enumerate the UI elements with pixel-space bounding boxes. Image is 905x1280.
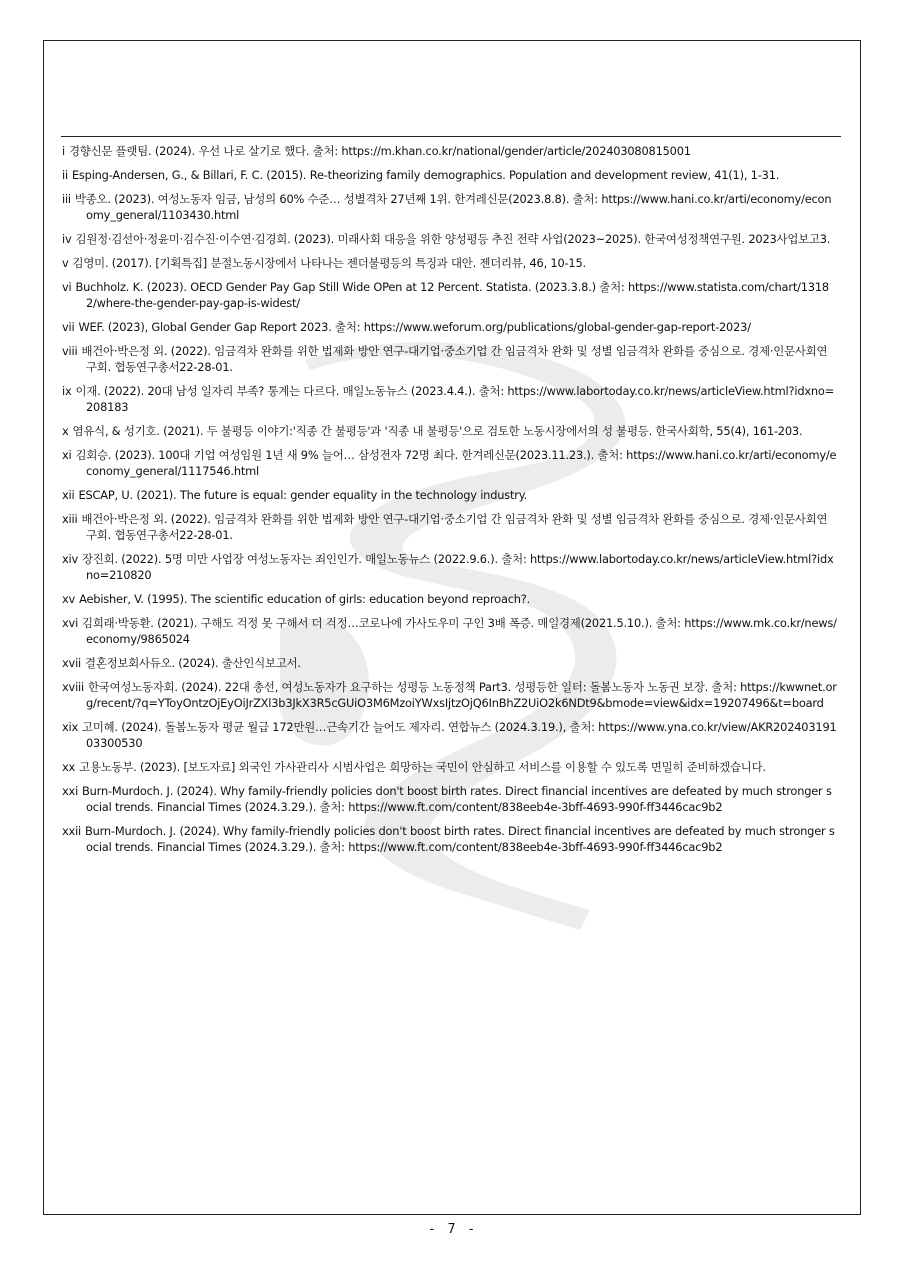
footnote-marker: xvi <box>62 616 79 630</box>
footnote-marker: viii <box>62 344 78 358</box>
footnote-item <box>62 231 838 247</box>
footnote-marker: xix <box>62 720 79 734</box>
footnote-item <box>62 383 838 415</box>
footnote-item <box>62 255 838 271</box>
footnote-text: 고미혜. (2024). 돌봄노동자 평균 월급 172만원…근속기간 늘어도 제자리. 연합뉴스 (2024.3.19.), 출처: https://www.yna.co.kr/view/AKR20240319103300530 <box>82 720 837 750</box>
footnote-text: WEF. (2023), Global Gender Gap Report 2023. 출처: https://www.weforum.org/publications/global-gender-gap-report-2023/ <box>78 320 751 334</box>
footnote-text: 장진희. (2022). 5명 미만 사업장 여성노동자는 죄인인가. 매일노동뉴스 (2022.9.6.). 출처: https://www.labortoday.co.kr/news/articleView.html?idxno=210820 <box>82 552 834 582</box>
footnote-marker: iii <box>62 192 71 206</box>
footnote-text: 김회승. (2023). 100대 기업 여성임원 1년 새 9% 늘어… 삼성전자 72명 최다. 한겨레신문(2023.11.23.). 출처: https://www.hani.co.kr/arti/economy/economy_general/1117546.html <box>75 448 837 478</box>
footnote-text: ESCAP, U. (2021). The future is equal: gender equality in the technology industry. <box>78 488 528 502</box>
footnote-marker: xv <box>62 592 76 606</box>
footnote-divider <box>61 136 841 137</box>
footnote-item <box>62 423 838 439</box>
footnote-item <box>62 191 838 223</box>
footnote-marker: v <box>62 256 69 270</box>
footnote-marker: vi <box>62 280 72 294</box>
footnote-marker: xi <box>62 448 72 462</box>
footnote-marker: xvii <box>62 656 82 670</box>
footnote-marker: i <box>62 144 65 158</box>
footnote-item <box>62 551 838 583</box>
footnote-text: Burn-Murdoch. J. (2024). Why family-friendly policies don't boost birth rates. Direct financial incentives are defeated by much stronger social trends. Financial Times (2024.3.29.). 출처: https://www.ft.com/content/838eeb4e-3bff-4693-990f-ff3446cac9b2 <box>82 784 832 814</box>
footnote-list <box>62 143 838 863</box>
footnote-item <box>62 447 838 479</box>
footnote-marker: xiv <box>62 552 79 566</box>
footnote-marker: x <box>62 424 69 438</box>
footnote-text: 박종오. (2023). 여성노동자 임금, 남성의 60% 수준… 성별격차 27년째 1위. 한겨레신문(2023.8.8). 출처: https://www.hani.co.kr/arti/economy/economy_general/1103430.html <box>74 192 832 222</box>
footnote-text: Aebisher, V. (1995). The scientific education of girls: education beyond reproach?. <box>79 592 531 606</box>
footnote-item <box>62 679 838 711</box>
footnote-item <box>62 343 838 375</box>
footnote-marker: ix <box>62 384 72 398</box>
footnote-marker: xii <box>62 488 75 502</box>
footnote-text: 김원정·김선아·정윤미·김수진·이수연·김경희. (2023). 미래사회 대응을 위한 양성평등 추진 전략 사업(2023~2025). 한국여성정책연구원. 2023사업보고3. <box>75 232 831 246</box>
footnote-item <box>62 655 838 671</box>
footnote-item <box>62 783 838 815</box>
footnote-text: 배건아·박은정 외. (2022). 임금격차 완화를 위한 법제화 방안 연구-대기업·중소기업 간 임금격차 완화 및 성별 임금격차 완화를 중심으로. 경제·인문사회연구회. 협동연구총서22-28-01. <box>81 344 828 374</box>
footnote-item <box>62 759 838 775</box>
footnote-text: 한국여성노동자회. (2024). 22대 총선, 여성노동자가 요구하는 성평등 노동정책 Part3. 성평등한 일터: 돌봄노동자 노동권 보장. 출처: https://kwwnet.org/recent/?q=YToyOntzOjEyOiJrZXl3b3JkX3R5cGUiO3M6MzoiYWxsIjtzOjQ6InBhZ2UiO2k6NDt9&bmode=view&idx=19207496&t=board <box>86 680 837 710</box>
footnote-marker: xxii <box>62 824 82 838</box>
footnote-text: 고용노동부. (2023). [보도자료] 외국인 가사관리사 시범사업은 희망하는 국민이 안심하고 서비스를 이용할 수 있도록 면밀히 준비하겠습니다. <box>79 760 766 774</box>
footnote-text: 김영미. (2017). [기획특집] 분절노동시장에서 나타나는 젠더불평등의 특징과 대안. 젠더리뷰, 46, 10-15. <box>72 256 586 270</box>
page-number: - 7 - <box>427 1222 478 1237</box>
footnote-marker: ii <box>62 168 68 182</box>
footnote-item <box>62 511 838 543</box>
footnote-text: 김희래·박동환. (2021). 구해도 걱정 못 구해서 더 걱정…코로나에 가사도우미 구인 3배 폭증. 매일경제(2021.5.10.). 출처: https://www.mk.co.kr/news/economy/9865024 <box>82 616 837 646</box>
footnote-item <box>62 487 838 503</box>
footnote-text: 결혼정보회사듀오. (2024). 출산인식보고서. <box>85 656 301 670</box>
footnote-marker: iv <box>62 232 72 246</box>
footnote-marker: vii <box>62 320 75 334</box>
footnote-marker: xx <box>62 760 76 774</box>
footnote-item <box>62 143 838 159</box>
footnote-marker: xiii <box>62 512 78 526</box>
footnote-item <box>62 167 838 183</box>
footnote-text: 이재. (2022). 20대 남성 일자리 부족? 통계는 다르다. 매일노동뉴스 (2023.4.4.). 출처: https://www.labortoday.co.kr/news/articleView.html?idxno=208183 <box>75 384 835 414</box>
footnote-text: Burn-Murdoch. J. (2024). Why family-friendly policies don't boost birth rates. Direct financial incentives are defeated by much stronger social trends. Financial Times (2024.3.29.). 출처: https://www.ft.com/content/838eeb4e-3bff-4693-990f-ff3446cac9b2 <box>85 824 835 854</box>
footnote-item <box>62 279 838 311</box>
footnote-text: Buchholz. K. (2023). OECD Gender Pay Gap Still Wide OPen at 12 Percent. Statista. (2023.3.8.) 출처: https://www.statista.com/chart/13182/where-the-gender-pay-gap-is-widest/ <box>75 280 829 310</box>
footnote-item <box>62 319 838 335</box>
footnote-item <box>62 823 838 855</box>
footnote-item <box>62 591 838 607</box>
footnote-text: Esping-Andersen, G., & Billari, F. C. (2015). Re-theorizing family demographics. Population and development review, 41(1), 1-31. <box>71 168 780 182</box>
footnote-item <box>62 719 838 751</box>
footnote-marker: xviii <box>62 680 84 694</box>
footnote-text: 경향신문 플랫팀. (2024). 우선 나로 살기로 했다. 출처: https://m.khan.co.kr/national/gender/article/202403080815001 <box>68 144 691 158</box>
footnote-text: 배건아·박은정 외. (2022). 임금격차 완화를 위한 법제화 방안 연구-대기업·중소기업 간 임금격차 완화 및 성별 임금격차 완화를 중심으로. 경제·인문사회연구회. 협동연구총서22-28-01. <box>81 512 828 542</box>
footnote-item <box>62 615 838 647</box>
footnote-marker: xxi <box>62 784 79 798</box>
footnote-text: 염유식, & 성기호. (2021). 두 불평등 이야기:'직종 간 불평등'과 '직종 내 불평등'으로 검토한 노동시장에서의 성 불평등. 한국사회학, 55(4), 161-203. <box>72 424 803 438</box>
